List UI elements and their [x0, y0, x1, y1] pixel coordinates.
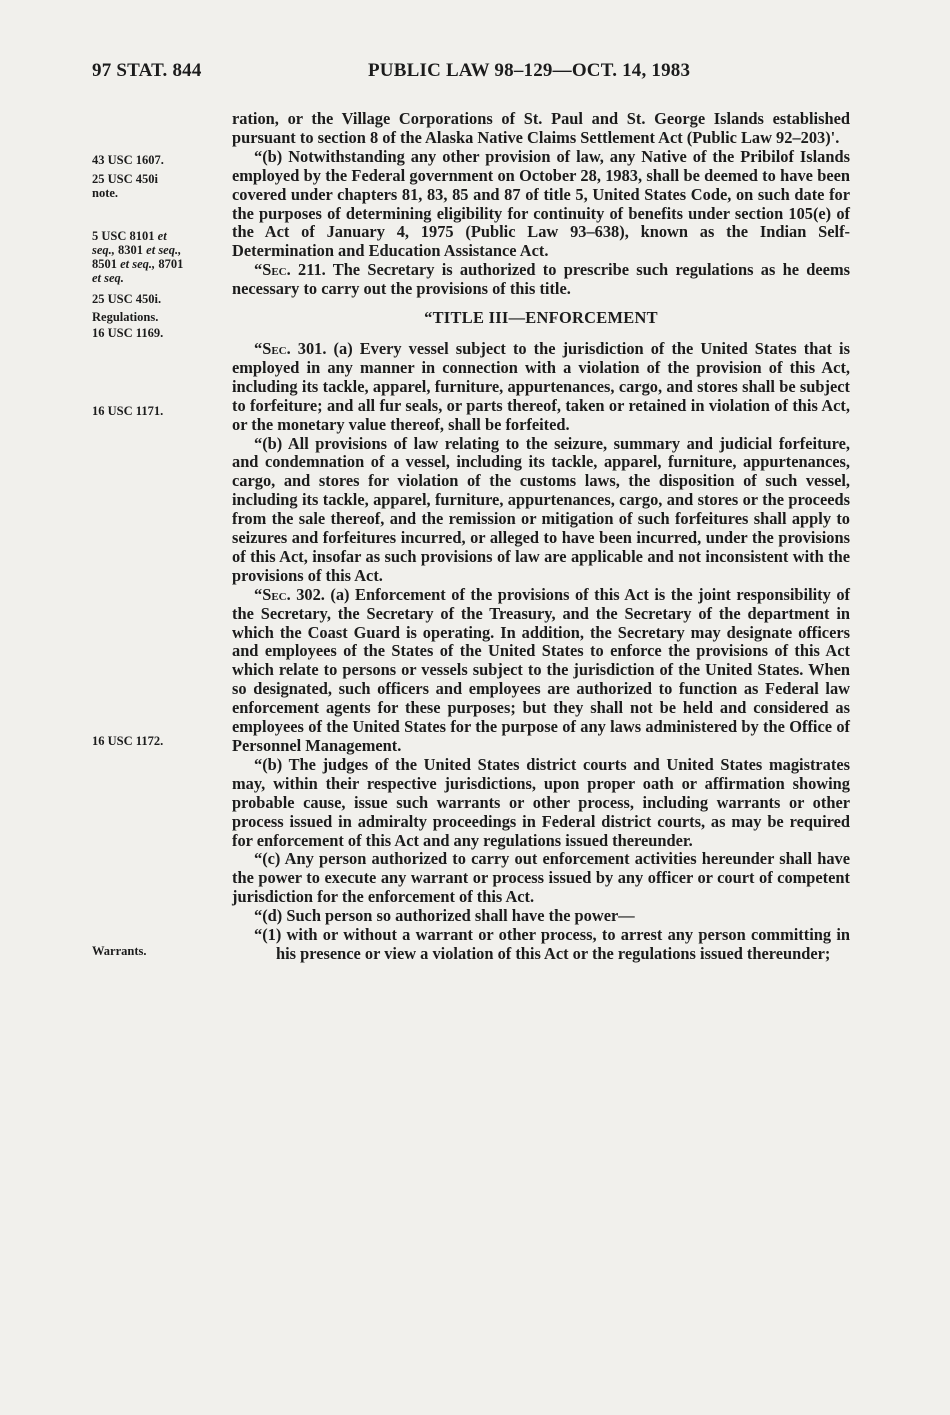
paragraph-sec-211: “Sec. 211. The Secretary is authorized to prescribe such regulations as he deems necessary to carry out the provisions of this title. — [232, 260, 850, 299]
paragraph-sec-301-a: “Sec. 301. (a) Every vessel subject to the jurisdiction of the United States that is employed in any manner in connection with a violation of the provision of this Act, including its tackle, apparel, furniture, appurtenances, cargo, and stores shall be subject to forfeiture; and all fur seals, or parts thereof, taken or retained in violation of this Act, or the monetary value thereof, shall be forfeited. — [232, 338, 850, 434]
margin-note-warrants: Warrants. — [92, 944, 147, 958]
paragraph-continuation: ration, or the Village Corporations of St. Paul and St. George Islands established pursuant to section 8 of the Alaska Native Claims Settlement Act (Public Law 92–203)'. — [232, 109, 850, 147]
statute-body — [232, 110, 850, 964]
margin-note-regulations: Regulations. — [92, 310, 159, 324]
paragraph-sec-302-a: “Sec. 302. (a) Enforcement of the provisions of this Act is the joint responsibility of the Secretary, the Secretary of the Treasury, and the Secretary of the department in which the Coast Guard is operating. In addition, the Secretary may designate officers and employees of the States of the United States to enforce the provisions of this Act which relate to persons or vessels subject to the jurisdiction of the United States. When so designated, such officers and employees are authorized to function as Federal law enforcement agents for these purposes; but they shall not be held and considered as employees of the United States for the purpose of any laws administered by the Office of Personnel Management. — [232, 584, 850, 755]
paragraph-sec-210-b: “(b) Notwithstanding any other provision of law, any Native of the Pribilof Islands employed by the Federal government on October 28, 1983, shall be deemed to have been covered under chapters 81, 83, 85 and 87 of title 5, United States Code, on such date for the purposes of determining eligibility for continuity of benefits under section 105(e) of the Act of January 4, 1975 (Public Law 93–638), known as the Indian Self-Determination and Education Assistance Act. — [232, 146, 850, 261]
paragraph-sec-302-d: “(d) Such person so authorized shall have the power— — [254, 906, 635, 926]
paragraph-sec-302-d-1: “(1) with or without a warrant or other process, to arrest any person committing in his presence or view a violation of this Act or the regulations issued thereunder; — [254, 925, 850, 963]
margin-note-16-usc-1171: 16 USC 1171. — [92, 404, 164, 418]
margin-note-25-usc-450i-note: 25 USC 450i note. — [92, 172, 158, 200]
margin-note-5-usc-8101: 5 USC 8101 et seq., 8301 et seq., 8501 et seq., 8701 et seq. — [92, 229, 184, 285]
margin-note-43-usc-1607: 43 USC 1607. — [92, 153, 164, 167]
margin-note-25-usc-450i: 25 USC 450i. — [92, 292, 162, 306]
running-head: PUBLIC LAW 98–129—OCT. 14, 1983 — [368, 60, 691, 81]
margin-note-16-usc-1169: 16 USC 1169. — [92, 326, 164, 340]
paragraph-sec-302-b: “(b) The judges of the United States district courts and United States magistrates may, within their respective jurisdictions, upon proper oath or affirmation showing probable cause, issue such warrants or other process, including warrants or other process issued in admiralty proceedings in Federal district courts, as may be required for enforcement of this Act and any regulations issued thereunder. — [232, 754, 850, 850]
title-iii-heading: “TITLE III—ENFORCEMENT — [424, 308, 658, 328]
stat-page-number: 97 STAT. 844 — [92, 60, 202, 81]
paragraph-sec-301-b: “(b) All provisions of law relating to the seizure, summary and judicial forfeiture, and condemnation of a vessel, including its tackle, apparel, furniture, appurtenances, cargo, and stores for violation of the customs laws, the disposition of such vessel, including its tackle, apparel, furniture, appurtenances, cargo, and stores or the proceeds from the sale thereof, and the remission or mitigation of such forfeitures shall apply to seizures and forfeitures incurred, or alleged to have been incurred, under the provisions of this Act, insofar as such provisions of law are applicable and not inconsistent with the provisions of this Act. — [232, 433, 850, 585]
paragraph-sec-302-c: “(c) Any person authorized to carry out enforcement activities hereunder shall have the power to execute any warrant or process issued by any officer or court of competent jurisdiction for the enforcement of this Act. — [232, 849, 850, 907]
margin-note-16-usc-1172: 16 USC 1172. — [92, 734, 164, 748]
